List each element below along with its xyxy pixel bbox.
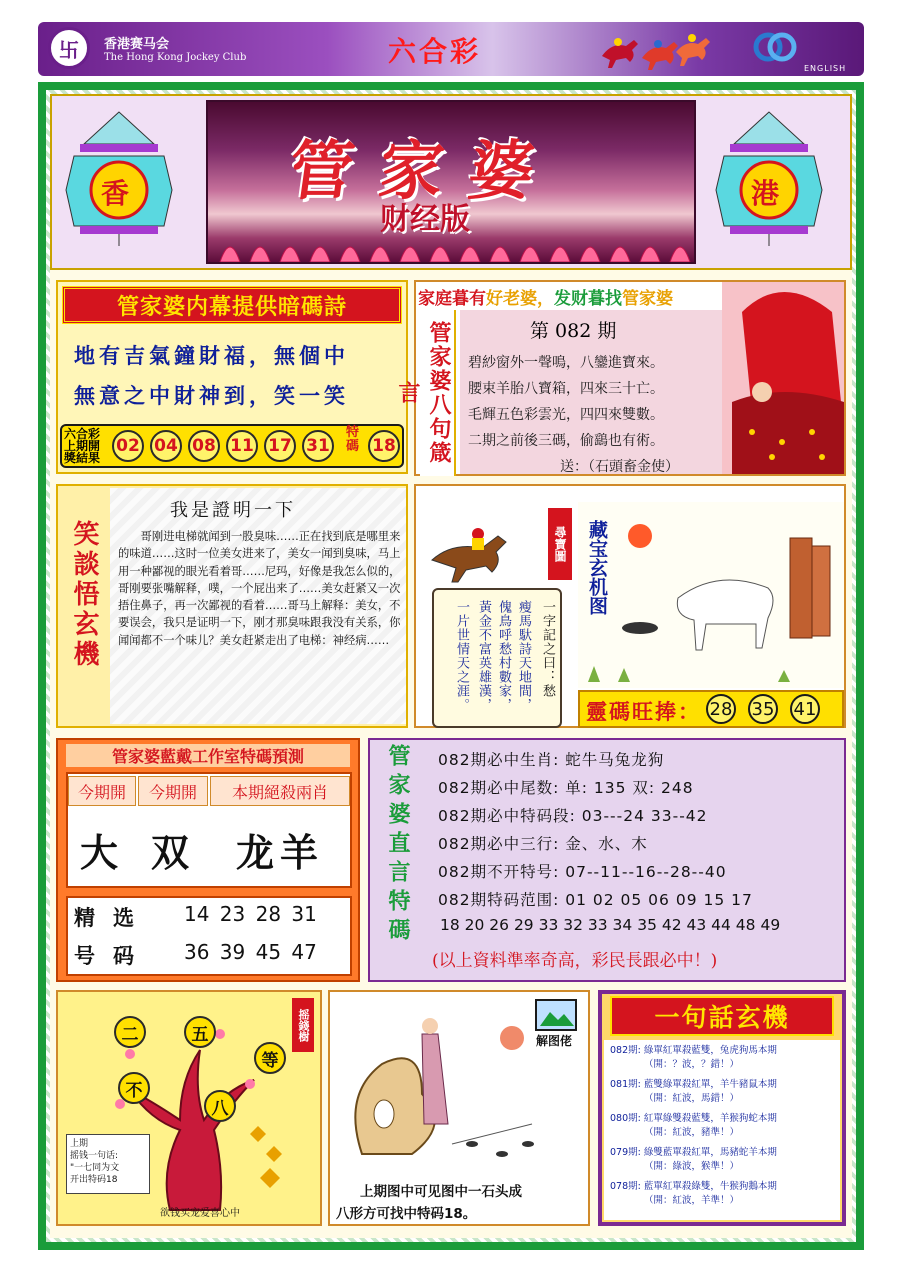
history-line: 078期: 藍單紅單殺綠雙，牛猴狗鵝本期	[610, 1181, 777, 1192]
note-line: "一七同为文	[70, 1163, 120, 1173]
poem-line-1: 地有吉氣鐘財福，無個中	[74, 343, 349, 368]
page-title: 六合彩	[388, 35, 482, 68]
eight-line: 碧紗窗外一聲鳴，八鑾進寶來。	[468, 355, 664, 371]
result-ball: 08	[188, 430, 220, 462]
forecast-big: 龙羊	[235, 829, 324, 875]
banner-subtitle: 财经版	[380, 202, 470, 237]
history-result: （開：紅波，豬準！）	[644, 1127, 740, 1138]
header-part: 管家婆	[622, 289, 673, 309]
result-ball: 02	[112, 430, 144, 462]
racing-horses-icon	[596, 26, 716, 72]
treasure-label: 藏宝玄机图	[586, 520, 608, 615]
one-sentence-title-bar	[610, 996, 834, 1036]
pick-numbers: 36 39 45 47	[184, 940, 317, 964]
pick-label: 精选	[74, 905, 152, 930]
eight-line: 毛輝五色彩雲光，四四來雙數。	[468, 407, 664, 423]
poem-title-bar	[62, 286, 402, 324]
lotus-row-icon	[210, 232, 692, 262]
forecast-big: 双	[150, 829, 195, 875]
tree-ball: 等	[254, 1042, 286, 1074]
lottery-logo-icon	[752, 30, 798, 64]
english-link[interactable]: ENGLISH	[804, 64, 847, 73]
issue-number: 第 082 期	[530, 320, 617, 342]
tip-line: 082期必中三行: 金、水、木	[438, 835, 648, 853]
special-ball: 18	[368, 430, 400, 462]
pick-numbers: 14 23 28 31	[184, 902, 317, 926]
eight-lines-vertical-title: 管家婆八句箴言	[420, 310, 456, 476]
direct-tips-vertical-title: 管家婆直言特碼	[385, 744, 411, 947]
money-tree-note	[66, 1134, 150, 1194]
tip-line: 082期不开特号: 07--11--16--28--40	[438, 863, 727, 881]
jockey-horse-icon	[426, 520, 526, 584]
special-label: 特碼	[346, 425, 360, 454]
tip-line: 082期必中生肖: 蛇牛马兔龙狗	[438, 751, 665, 769]
history-line: 082期: 綠單紅單殺藍雙，兔虎狗馬本期	[610, 1045, 777, 1056]
treasure-illustration	[578, 502, 844, 688]
org-name-en: The Hong Kong Jockey Club	[104, 52, 247, 63]
eight-lines-header	[418, 284, 673, 309]
bride-image	[722, 282, 844, 474]
tip-line: 082期必中特码段: 03---24 33--42	[438, 807, 708, 825]
treasure-map-tag: 尋寶圖	[548, 508, 572, 580]
header-part: 好老婆，	[486, 289, 554, 309]
picture-caption: 上期图中可见图中一石头成	[360, 1184, 522, 1200]
eight-line-sender: 送：（石頭畜金使）	[560, 459, 679, 475]
forecast-head: 今期開	[68, 776, 136, 806]
forecast-head: 本期絕殺兩肖	[210, 776, 350, 806]
tip-line: 082期必中尾数: 单: 135 双: 248	[438, 779, 694, 797]
note-line: 开出特码18	[70, 1175, 118, 1185]
poem-line-2: 無意之中財神到，笑一笑	[74, 383, 349, 408]
note-line: 摇钱一句话:	[70, 1151, 119, 1161]
header-part: 家庭暮有	[418, 289, 486, 309]
picture-caption: 八形方可找中特码18。	[336, 1206, 477, 1222]
pick-label: 号码	[74, 943, 152, 968]
org-name-cn: 香港赛马会	[104, 37, 170, 52]
riddle-line: 傀鳥呼愁村數家，	[496, 600, 511, 712]
joke-text: 哥刚进电梯就闻到一股臭味……正在找到底是哪里来的味道……这时一位美女进来了，美女一闻到臭味，马上用一种鄙视的眼光看着哥……尼玛，好像是我怎么似的，哥刚要张嘴解释，噗，一个屁出来了……美女赶紧又一次捂住鼻子，再一次鄙视的看着……哥马上解释：美女，不要误会，我只是证明一下，刚才那臭味跟我没有关系，你闻闻都不一个味儿？美女赶紧走出了电梯：神经病……	[118, 530, 401, 647]
result-ball: 17	[264, 430, 296, 462]
lucky-label: 靈碼旺捧：	[586, 699, 701, 724]
history-result: （開：綠波，猴準！）	[644, 1161, 740, 1172]
riddle-line: 黃金不富英雄漢，	[476, 600, 491, 712]
history-line: 079期: 綠雙藍單殺紅單，馬豬蛇羊本期	[610, 1147, 777, 1158]
banner-title: 管家婆	[283, 134, 565, 209]
history-result: （開：紅波，羊準！）	[644, 1195, 740, 1206]
right-lantern-char: 港	[751, 177, 780, 210]
lucky-ball: 28	[706, 694, 736, 724]
decoder-label: 解图佬	[536, 1034, 573, 1048]
direct-tips-note: (以上資料準率奇高，彩民長跟必中！)	[432, 951, 718, 971]
jockey-club-logo[interactable]: 卐	[48, 27, 90, 69]
history-result: （開：？波，？錯！）	[644, 1059, 740, 1070]
money-tree-caption: 欲钱买宠爱喜心中	[160, 1208, 240, 1219]
result-ball: 31	[302, 430, 334, 462]
left-lantern-char: 香	[101, 177, 130, 210]
tree-ball: 八	[204, 1090, 236, 1122]
header-part: 发财暮找	[554, 289, 622, 309]
eight-line: 腰束羊胎八寶箱，四來三十亡。	[468, 381, 664, 397]
one-sentence-title: 一句話玄機	[654, 1003, 790, 1032]
tip-line: 18 20 26 29 33 32 33 34 35 42 43 44 48 49	[440, 916, 781, 934]
joke-vertical-title: 笑談悟玄機	[69, 520, 99, 670]
result-ball: 11	[226, 430, 258, 462]
tree-ball: 二	[114, 1016, 146, 1048]
tree-ball: 不	[118, 1072, 150, 1104]
tree-ball: 五	[184, 1016, 216, 1048]
last-result-label: 六合彩上期開獎結果	[64, 427, 101, 465]
forecast-head: 今期開	[138, 776, 208, 806]
tip-line: 082期特码范围: 01 02 05 06 09 15 17	[438, 891, 753, 909]
riddle-line: 一片世情天之涯。	[454, 600, 469, 712]
poem-title: 管家婆内幕提供暗碼詩	[116, 293, 347, 320]
riddle-line: 一字記之曰：愁	[540, 600, 555, 698]
history-result: （開：紅波，馬錯！）	[644, 1093, 740, 1104]
riddle-line: 瘦馬馱詩天地間，	[516, 600, 531, 712]
eight-line: 二期之前後三碼，偷鷂也有術。	[468, 433, 664, 449]
history-line: 080期: 紅單綠雙殺藍雙，羊猴狗蛇本期	[610, 1113, 777, 1124]
result-ball: 04	[150, 430, 182, 462]
history-line: 081期: 藍雙綠單殺紅單，羊牛豬鼠本期	[610, 1079, 777, 1090]
lucky-ball: 41	[790, 694, 820, 724]
joke-title: 我是證明一下	[170, 500, 296, 521]
money-tree-tag: 摇錢樹	[292, 998, 314, 1052]
forecast-big: 大	[79, 829, 124, 875]
lucky-ball: 35	[748, 694, 778, 724]
forecast-title: 管家婆藍戴工作室特碼預測	[66, 744, 350, 767]
note-line: 上期	[70, 1139, 89, 1149]
